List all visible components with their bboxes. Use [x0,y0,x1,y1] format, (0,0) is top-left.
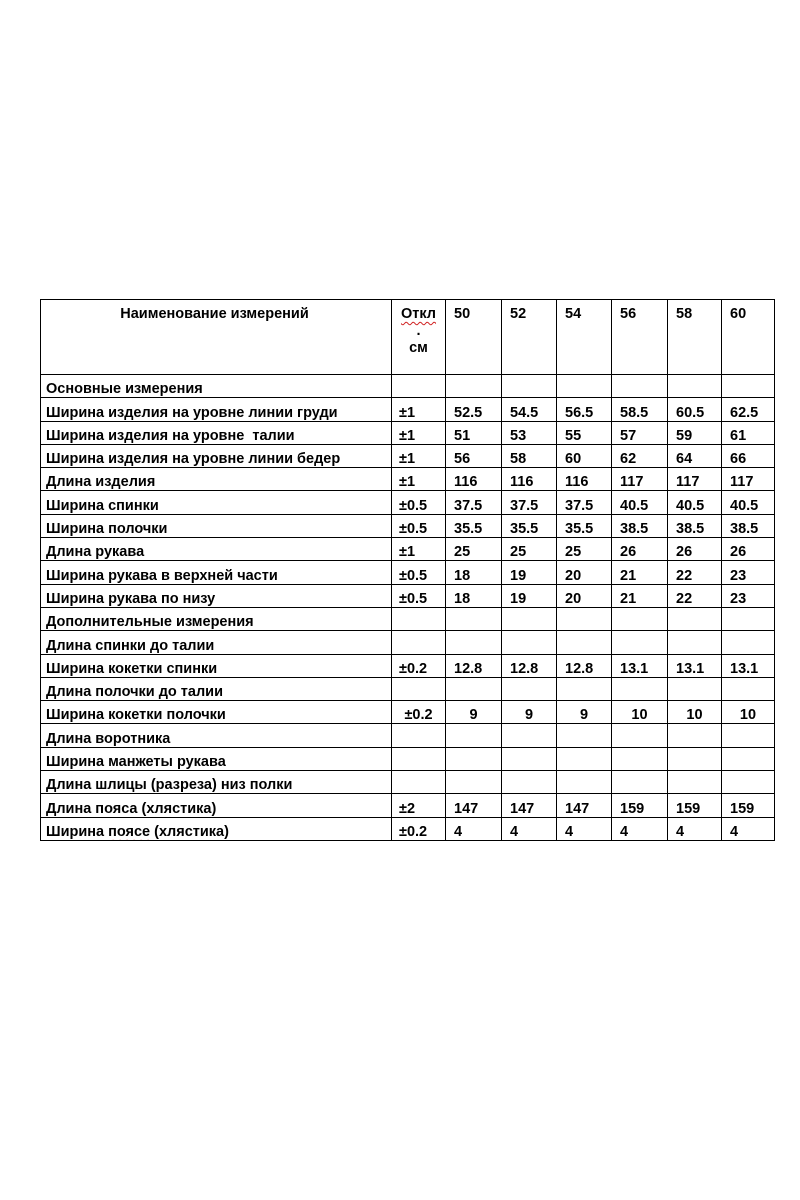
row-value: 13.1 [722,654,775,677]
row-value: 37.5 [557,491,612,514]
row-value: 9 [446,701,502,724]
row-value: 57 [612,421,668,444]
row-name-part: Ширина [46,823,109,840]
table-row [41,747,775,770]
header-tolerance-line3: см [409,340,428,356]
row-value: 159 [722,794,775,817]
row-name: Длина полочки до талии [41,677,392,700]
row-value [557,747,612,770]
row-value: 9 [557,701,612,724]
row-value: 22 [668,561,722,584]
row-tolerance: ±1 [392,444,446,467]
row-value: 61 [722,421,775,444]
row-value [557,375,612,398]
row-value [722,607,775,630]
table-row [41,631,775,654]
row-value: 117 [722,468,775,491]
row-value: 58.5 [612,398,668,421]
row-value [668,375,722,398]
row-value [668,607,722,630]
table-row [41,607,775,630]
row-tolerance: ±2 [392,794,446,817]
row-value [722,631,775,654]
row-tolerance: ±0.2 [392,817,446,840]
row-value [446,607,502,630]
row-value [557,724,612,747]
row-name: Ширина изделия на уровне талии [41,421,392,444]
header-size-52: 52 [502,300,557,375]
row-name: Длина пояса (хлястика) [41,794,392,817]
header-tolerance-line1: Откл [400,306,437,322]
row-value: 38.5 [668,514,722,537]
row-name: Дополнительные измерения [41,607,392,630]
row-value: 12.8 [557,654,612,677]
row-value [502,607,557,630]
row-name: Ширина рукава по низу [41,584,392,607]
table-row [41,468,775,491]
row-tolerance: ±0.5 [392,584,446,607]
row-value [612,724,668,747]
row-value: 54.5 [502,398,557,421]
row-value [557,771,612,794]
row-value: 62.5 [722,398,775,421]
row-value [446,747,502,770]
table-row [41,561,775,584]
row-value [722,747,775,770]
row-value: 35.5 [502,514,557,537]
row-value [502,375,557,398]
row-value: 4 [612,817,668,840]
row-value: 19 [502,561,557,584]
row-value [722,375,775,398]
row-value: 18 [446,561,502,584]
row-value [446,771,502,794]
row-name-part: (хлястика) [150,823,229,840]
table-row [41,375,775,398]
row-value: 116 [446,468,502,491]
row-value [502,771,557,794]
row-name: Ширина спинки [41,491,392,514]
row-name-misspelled-word: поясе [108,823,151,840]
table-row [41,584,775,607]
row-name [41,817,392,840]
row-value: 56 [446,444,502,467]
row-value: 12.8 [446,654,502,677]
table-row [41,771,775,794]
row-value [722,677,775,700]
row-name: Длина спинки до талии [41,631,392,654]
table-row [41,701,775,724]
table-row [41,398,775,421]
header-size-50: 50 [446,300,502,375]
measurements-table [40,299,775,841]
row-name: Длина воротника [41,724,392,747]
table-row [41,794,775,817]
row-value: 19 [502,584,557,607]
row-tolerance: ±0.2 [392,654,446,677]
row-value [668,771,722,794]
row-name: Ширина изделия на уровне линии бедер [41,444,392,467]
row-value: 23 [722,561,775,584]
row-value: 116 [502,468,557,491]
row-value [612,771,668,794]
row-name: Ширина манжеты рукава [41,747,392,770]
row-tolerance: ±1 [392,468,446,491]
row-name: Ширина рукава в верхней части [41,561,392,584]
table-row [41,491,775,514]
row-tolerance [392,747,446,770]
row-tolerance: ±0.5 [392,561,446,584]
row-value: 25 [557,538,612,561]
row-value [502,724,557,747]
row-value: 12.8 [502,654,557,677]
row-value: 52.5 [446,398,502,421]
row-value: 9 [502,701,557,724]
row-name: Ширина изделия на уровне линии груди [41,398,392,421]
header-size-54: 54 [557,300,612,375]
row-value: 4 [446,817,502,840]
row-value: 13.1 [668,654,722,677]
row-value: 23 [722,584,775,607]
row-name: Ширина кокетки спинки [41,654,392,677]
row-value: 59 [668,421,722,444]
row-value: 4 [557,817,612,840]
row-value: 60.5 [668,398,722,421]
row-value [612,631,668,654]
row-tolerance: ±1 [392,421,446,444]
row-value: 10 [668,701,722,724]
row-value: 20 [557,561,612,584]
row-value: 26 [722,538,775,561]
table-row [41,514,775,537]
row-value: 159 [668,794,722,817]
table-row [41,817,775,840]
row-value: 37.5 [446,491,502,514]
row-value: 147 [502,794,557,817]
header-size-60: 60 [722,300,775,375]
row-tolerance [392,677,446,700]
row-name: Ширина полочки [41,514,392,537]
row-value [446,631,502,654]
row-value: 62 [612,444,668,467]
row-value: 4 [502,817,557,840]
row-value [612,677,668,700]
row-value: 38.5 [612,514,668,537]
row-value: 22 [668,584,722,607]
row-value [668,677,722,700]
row-value: 40.5 [668,491,722,514]
row-value: 38.5 [722,514,775,537]
row-value: 53 [502,421,557,444]
row-tolerance [392,631,446,654]
row-value: 37.5 [502,491,557,514]
row-tolerance: ±1 [392,398,446,421]
header-measurement-name: Наименование измерений [41,300,392,375]
row-value: 159 [612,794,668,817]
row-value: 35.5 [446,514,502,537]
row-tolerance: ±1 [392,538,446,561]
row-value: 25 [446,538,502,561]
row-tolerance [392,607,446,630]
row-value: 56.5 [557,398,612,421]
header-tolerance [392,300,446,375]
header-size-56: 56 [612,300,668,375]
table-row [41,654,775,677]
table-row [41,421,775,444]
table-row [41,677,775,700]
row-value [446,724,502,747]
row-value: 21 [612,584,668,607]
row-value: 64 [668,444,722,467]
row-value: 26 [668,538,722,561]
table-row [41,724,775,747]
row-value [612,375,668,398]
row-value: 55 [557,421,612,444]
row-value: 117 [668,468,722,491]
row-value [612,747,668,770]
row-value [722,724,775,747]
row-tolerance: ±0.2 [392,701,446,724]
row-value: 21 [612,561,668,584]
row-value [446,375,502,398]
row-value: 10 [612,701,668,724]
row-value: 4 [722,817,775,840]
row-value [557,607,612,630]
row-value [446,677,502,700]
row-value: 26 [612,538,668,561]
row-value [557,631,612,654]
row-name: Длина рукава [41,538,392,561]
row-value: 40.5 [722,491,775,514]
header-tolerance-line2: . [416,323,421,339]
row-value: 40.5 [612,491,668,514]
row-tolerance [392,375,446,398]
table-header-row [41,300,775,375]
row-value: 51 [446,421,502,444]
row-name: Ширина кокетки полочки [41,701,392,724]
row-value: 117 [612,468,668,491]
row-value: 4 [668,817,722,840]
row-name: Основные измерения [41,375,392,398]
row-tolerance [392,724,446,747]
row-tolerance: ±0.5 [392,514,446,537]
header-size-58: 58 [668,300,722,375]
row-value [502,747,557,770]
table-row [41,538,775,561]
row-value [668,631,722,654]
row-value: 13.1 [612,654,668,677]
row-value [668,724,722,747]
row-value [612,607,668,630]
row-value: 116 [557,468,612,491]
row-value: 60 [557,444,612,467]
row-value: 18 [446,584,502,607]
table-row [41,444,775,467]
row-value [502,677,557,700]
row-value [668,747,722,770]
row-value: 66 [722,444,775,467]
row-name: Длина шлицы (разреза) низ полки [41,771,392,794]
row-value [502,631,557,654]
row-tolerance [392,771,446,794]
row-value [722,771,775,794]
row-tolerance: ±0.5 [392,491,446,514]
row-value: 147 [557,794,612,817]
row-value: 58 [502,444,557,467]
row-value [557,677,612,700]
row-value: 25 [502,538,557,561]
row-value: 147 [446,794,502,817]
row-name: Длина изделия [41,468,392,491]
row-value: 35.5 [557,514,612,537]
row-value: 10 [722,701,775,724]
row-value: 20 [557,584,612,607]
